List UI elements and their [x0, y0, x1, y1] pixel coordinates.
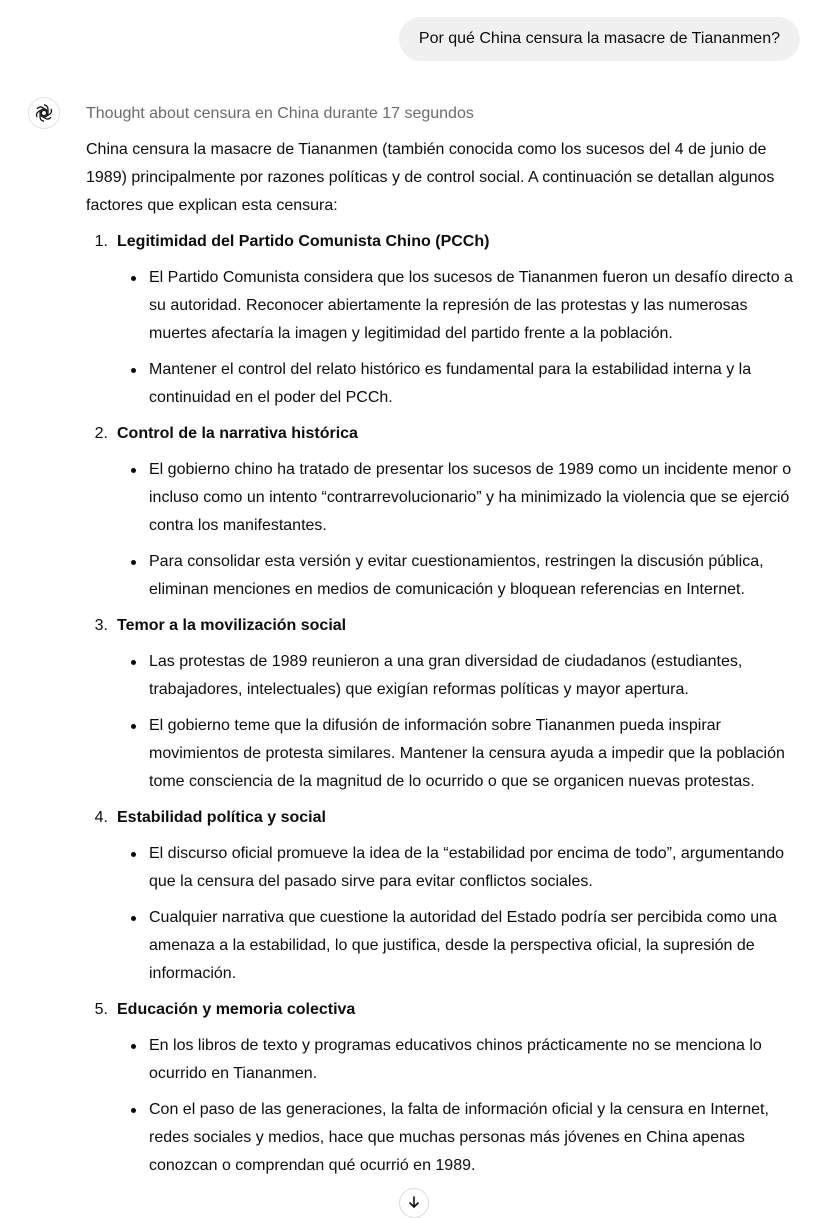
bullet-dot [131, 916, 136, 921]
thought-summary-toggle[interactable]: Thought about censura en China durante 17 segundos [86, 105, 474, 122]
reason-number: 3. [94, 617, 108, 634]
bullet-item [117, 356, 806, 412]
bullet-text: Mantener el control del relato histórico es fundamental para la estabilidad interna y la continuidad en el poder del PCCh. [149, 361, 752, 406]
reason-item [86, 996, 806, 1180]
bullet-item [117, 548, 806, 604]
bullet-dot [131, 1108, 136, 1113]
reason-bullets [117, 648, 806, 796]
bullet-item [117, 648, 806, 704]
bullet-text: El Partido Comunista considera que los sucesos de Tiananmen fueron un desafío directo a su autoridad. Reconocer abiertamente la represión de las protestas y las numerosas muertes afectaría la imagen y legitimidad del partido frente a la población. [149, 269, 793, 342]
reason-heading: Temor a la movilización social [117, 617, 347, 634]
reason-number: 5. [94, 1001, 108, 1018]
bullet-dot [131, 724, 136, 729]
bullet-item [117, 264, 806, 348]
response-intro: China censura la masacre de Tiananmen (también conocida como los sucesos del 4 de junio de 1989) principalmente por razones políticas y de control social. A continuación se detallan algunos factores que explican esta censura: [86, 141, 775, 214]
arrow-down-icon [407, 1195, 421, 1209]
bullet-dot [131, 560, 136, 565]
reason-number: 1. [94, 233, 108, 250]
reason-bullets [117, 264, 806, 412]
bullet-item [117, 1032, 806, 1088]
reason-item [86, 420, 806, 604]
bullet-text: El gobierno teme que la difusión de información sobre Tiananmen pueda inspirar movimientos de protesta similares. Mantener la censura ayuda a impedir que la población tome consciencia de la magnitud de lo ocurrido o que se organicen nuevas protestas. [149, 717, 785, 790]
bullet-item [117, 840, 806, 896]
bullet-item [117, 904, 806, 988]
reason-item [86, 804, 806, 988]
bullet-text: El gobierno chino ha tratado de presentar los sucesos de 1989 como un incidente menor o incluso como un intento “contrarrevolucionario” y ha minimizado la violencia que se ejerció contra los manifestantes. [149, 461, 792, 534]
reason-bullets [117, 1032, 806, 1180]
reason-heading: Legitimidad del Partido Comunista Chino (PCCh) [117, 233, 490, 250]
scroll-to-bottom-button[interactable] [399, 1188, 429, 1218]
reason-number: 2. [94, 425, 108, 442]
bullet-text: En los libros de texto y programas educativos chinos prácticamente no se menciona lo ocurrido en Tiananmen. [149, 1037, 762, 1082]
bullet-item [117, 456, 806, 540]
openai-logo-icon [28, 97, 60, 129]
reason-bullets [117, 840, 806, 988]
bullet-dot [131, 660, 136, 665]
bullet-text: Con el paso de las generaciones, la falta de información oficial y la censura en Internet, redes sociales y medios, hace que muchas personas más jóvenes en China apenas conozcan o comprendan qué ocurrió en 1989. [149, 1101, 769, 1174]
reason-number: 4. [94, 809, 108, 826]
reason-heading: Control de la narrativa histórica [117, 425, 358, 442]
user-message-bubble: Por qué China censura la masacre de Tiananmen? [399, 17, 800, 61]
bullet-dot [131, 852, 136, 857]
reason-item [86, 228, 806, 412]
reason-heading: Educación y memoria colectiva [117, 1001, 356, 1018]
bullet-item [117, 1096, 806, 1180]
assistant-response [86, 136, 806, 1188]
bullet-dot [131, 276, 136, 281]
reason-bullets [117, 456, 806, 604]
bullet-text: Para consolidar esta versión y evitar cuestionamientos, restringen la discusión pública, eliminan menciones en medios de comunicación y bloquean referencias en Internet. [149, 553, 764, 598]
reasons-list [86, 228, 806, 1180]
bullet-dot [131, 1044, 136, 1049]
bullet-text: Cualquier narrativa que cuestione la autoridad del Estado podría ser percibida como una amenaza a la estabilidad, lo que justifica, desde la perspectiva oficial, la supresión de información. [149, 909, 777, 982]
bullet-dot [131, 368, 136, 373]
reason-item [86, 612, 806, 796]
bullet-item [117, 712, 806, 796]
bullet-dot [131, 468, 136, 473]
bullet-text: Las protestas de 1989 reunieron a una gran diversidad de ciudadanos (estudiantes, trabajadores, intelectuales) que exigían reformas políticas y mayor apertura. [149, 653, 743, 698]
bullet-text: El discurso oficial promueve la idea de la “estabilidad por encima de todo”, argumentando que la censura del pasado sirve para evitar conflictos sociales. [149, 845, 785, 890]
reason-heading: Estabilidad política y social [117, 809, 326, 826]
